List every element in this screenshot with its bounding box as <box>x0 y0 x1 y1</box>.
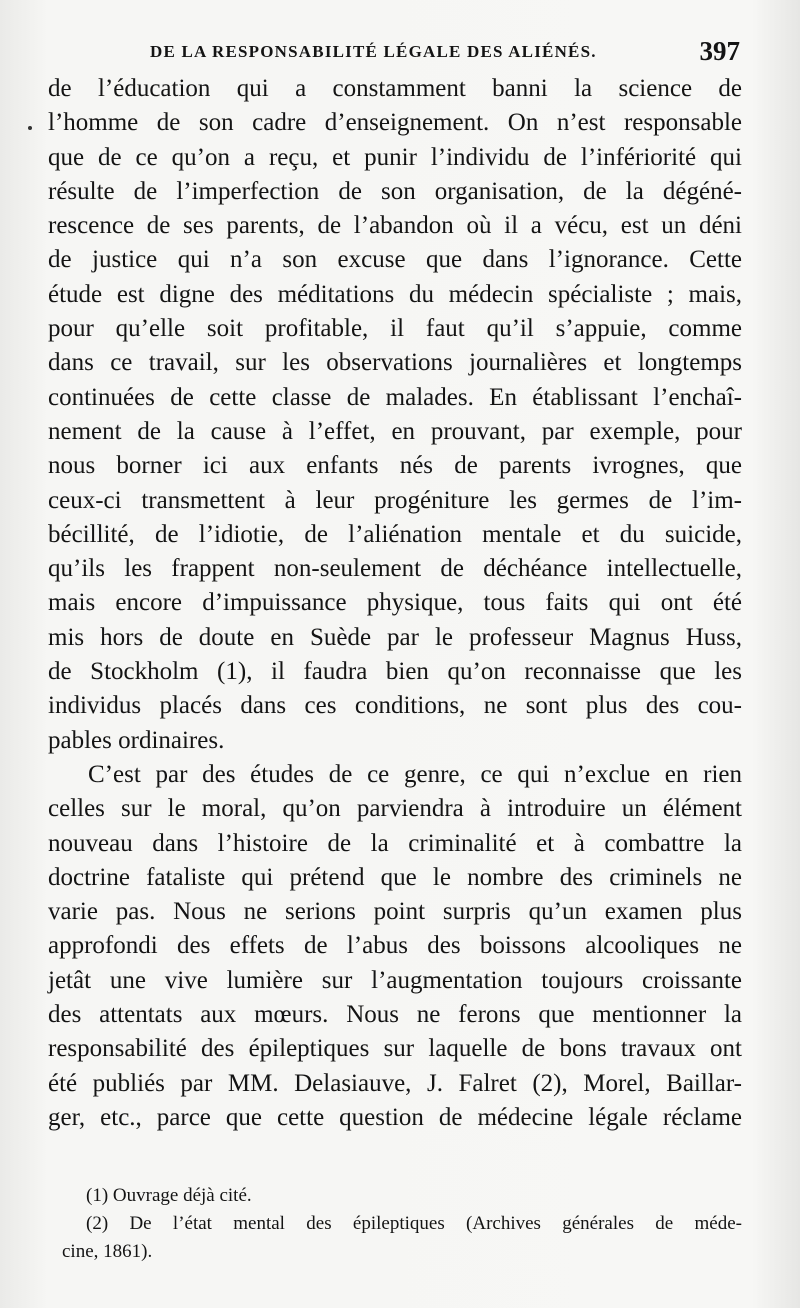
text-line: rescence de ses parents, de l’abandon où il a vécu, est un déni <box>48 212 742 240</box>
text-line: pables ordinaires. <box>48 726 225 754</box>
text-line: résulte de l’imperfection de son organisation, de la dégéné- <box>48 177 742 205</box>
text-line: des attentats aux mœurs. Nous ne ferons que mentionner la <box>48 1001 742 1029</box>
text-line: dans ce travail, sur les observations journalières et longtemps <box>48 349 742 377</box>
text-line: approfondi des effets de l’abus des boissons alcooliques ne <box>48 932 742 960</box>
text-line: individus placés dans ces conditions, ne sont plus des cou- <box>48 692 742 720</box>
text-line: mais encore d’impuissance physique, tous faits qui ont été <box>48 589 742 617</box>
text-line: ger, etc., parce que cette question de médecine légale réclame <box>48 1103 742 1131</box>
text-line: mis hors de doute en Suède par le professeur Magnus Huss, <box>48 623 742 651</box>
text-line: varie pas. Nous ne serions point surpris qu’un examen plus <box>48 898 742 926</box>
page-number: 397 <box>699 36 740 66</box>
footnote-2: (2) De l’état mental des épileptiques (Archives générales de méde- <box>86 1213 742 1234</box>
text-line: de l’éducation qui a constamment banni la science de <box>48 75 742 102</box>
text-line: de Stockholm (1), il faudra bien qu’on reconnaisse que les <box>48 658 742 686</box>
body-text <box>48 72 742 1135</box>
footnote-2-continuation: cine, 1861). <box>62 1241 153 1262</box>
text-line: l’homme de son cadre d’enseignement. On n’est responsable <box>48 109 742 137</box>
page-header <box>150 36 740 72</box>
text-line: C’est par des études de ce genre, ce qui n’exclue en rien <box>88 760 742 788</box>
text-line: pour qu’elle soit profitable, il faut qu’il s’appuie, comme <box>48 315 742 343</box>
text-line: celles sur le moral, qu’on parviendra à introduire un élément <box>48 795 742 823</box>
text-line: continuées de cette classe de malades. En établissant l’enchaî- <box>48 383 742 411</box>
text-line: bécillité, de l’idiotie, de l’aliénation mentale et du suicide, <box>48 520 742 548</box>
text-line: jetât une vive lumière sur l’augmentation toujours croissante <box>48 966 742 994</box>
text-line: qu’ils les frappent non-seulement de déchéance intellectuelle, <box>48 555 742 583</box>
margin-mark <box>28 126 32 130</box>
text-line: responsabilité des épileptiques sur laquelle de bons travaux ont <box>48 1035 742 1063</box>
text-line: nous borner ici aux enfants nés de parents ivrognes, que <box>48 452 742 480</box>
text-line: étude est digne des méditations du médecin spécialiste ; mais, <box>48 280 742 308</box>
text-line: de justice qui n’a son excuse que dans l’ignorance. Cette <box>48 246 742 274</box>
text-line: doctrine fataliste qui prétend que le nombre des criminels ne <box>48 863 742 891</box>
text-line: nouveau dans l’histoire de la criminalité et à combattre la <box>48 829 742 857</box>
text-line: que de ce qu’on a reçu, et punir l’individu de l’infériorité qui <box>48 143 742 171</box>
footnote-1: (1) Ouvrage déjà cité. <box>86 1185 252 1206</box>
text-line: été publiés par MM. Delasiauve, J. Falret (2), Morel, Baillar- <box>48 1069 742 1097</box>
running-title: DE LA RESPONSABILITÉ LÉGALE DES ALIÉNÉS. <box>150 42 597 61</box>
footnotes <box>62 1182 742 1266</box>
text-line: ceux-ci transmettent à leur progéniture les germes de l’im- <box>48 486 742 514</box>
text-line: nement de la cause à l’effet, en prouvant, par exemple, pour <box>48 417 742 445</box>
